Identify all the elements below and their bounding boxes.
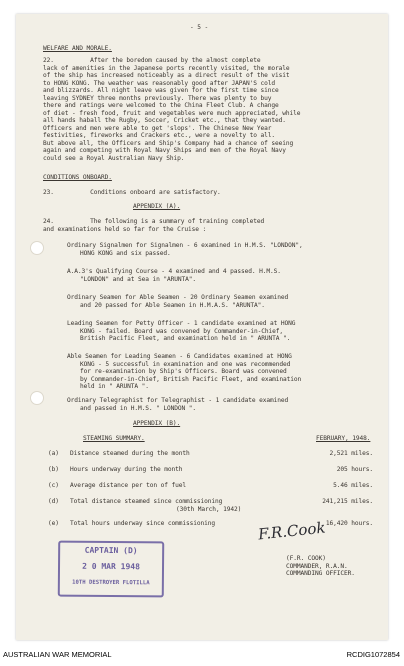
steaming-row-value: 205 hours. [336, 466, 373, 473]
paragraph-line: leaving SYDNEY three months previously. There was plenty to buy [43, 94, 272, 102]
signature: F.R.Cook [257, 518, 327, 544]
archive-footer [0, 646, 404, 666]
steaming-row-text: Total distance steamed since commissioning [70, 498, 223, 505]
received-stamp [58, 541, 164, 598]
training-item-line: Leading Seamen for Petty Officer - 1 candidate examined at HONG [67, 320, 296, 327]
training-item-line: Able Seamen for Leading Seamen - 6 Candidates examined at HONG [67, 353, 292, 360]
paragraph-line: 24. The following is a summary of training completed [43, 218, 265, 225]
steaming-row-label: (e) [48, 520, 59, 527]
paragraph-line: there and ratings were welcomed to the China Fleet Club. A change [43, 102, 279, 109]
training-item-line: KONG - 5 successful in examination and one was recommended [80, 360, 291, 368]
training-item-line: British Pacific Fleet, and examination held in " ARUNTA ". [80, 335, 291, 342]
training-item-line: "LONDON" and at Sea in "ARUNTA". [80, 275, 197, 283]
training-item-line: Ordinary Telegraphist for Telegraphist - 1 candidate examined [67, 397, 289, 404]
paragraph-line: could see a Royal Australian Navy Ship. [43, 154, 185, 162]
paragraph-line: all hands haball the Rugby, Soccer, Cricket etc., that they wanted. [43, 117, 286, 124]
stamp-line-3: 10TH DESTROYER FLOTILLA [72, 579, 150, 587]
stamp-line-1: CAPTAIN (D) [84, 545, 138, 556]
steaming-row-text: Total hours underway since commissioning [70, 520, 216, 527]
training-item-line: and 20 passed for Able Seamen in H.M.A.S. "ARUNTA". [80, 301, 265, 309]
steaming-row-text: Hours underway during the month [70, 466, 183, 473]
paragraph-line: 22. After the boredom caused by the almost complete [43, 57, 261, 64]
section-heading-conditions: CONDITIONS ONBOARD. [43, 174, 112, 181]
paragraph-line: festivities, fireworks and Crackers etc., were a novelty to all. [43, 132, 276, 139]
paragraph-line: again and competing with Royal Navy Ships and men of the Royal Navy [43, 147, 286, 154]
training-item-line: HONG KONG and six passed. [80, 249, 171, 257]
training-item-line: Ordinary Seamen for Able Seamen - 20 Ordinary Seamen examined [67, 294, 289, 301]
steaming-row-text: Distance steamed during the month [70, 450, 190, 457]
page-number: - 5 - [190, 24, 209, 31]
paragraph-line: of the ship has increased noticeably as a direct result of the visit [43, 72, 290, 79]
punch-hole [30, 241, 44, 255]
paragraph-line: Officers and men were able to get 'slops'. The Chinese New Year [43, 124, 272, 132]
steaming-row-value: 5.46 miles. [333, 482, 373, 489]
signature-block-line: COMMANDER, R.A.N. [286, 562, 348, 570]
signature-block-line: (F.R. COOK) [286, 555, 326, 562]
steaming-row-label: (a) [48, 450, 59, 457]
appendix-heading: APPENDIX (A). [133, 203, 181, 210]
steaming-row-label: (b) [48, 466, 59, 473]
training-item-line: and passed in H.M.S. " LONDON ". [80, 404, 197, 412]
steaming-row-text: Average distance per ton of fuel [70, 482, 187, 489]
steaming-row-value: 241,215 miles. [322, 498, 373, 505]
steaming-row-label: (d) [48, 498, 59, 505]
footer-id: RCDIG1072854 [346, 650, 400, 659]
steaming-row-value: 16,420 hours. [325, 520, 373, 527]
paragraph-line: to HONG KONG. The weather was reasonably good after JAPAN'S cold [43, 79, 276, 87]
paragraph-line: 23. Conditions onboard are satisfactory. [43, 189, 221, 196]
steaming-row-label: (c) [48, 482, 59, 489]
training-item-line: held in " ARUNTA ". [80, 383, 149, 390]
steaming-row-value: 2,521 miles. [329, 450, 373, 457]
signature-block-line: COMMANDING OFFICER. [286, 570, 355, 577]
training-item-line: for re-examination by Ship's Officers. Board was convened [80, 368, 287, 375]
stamp-date: 2 0 MAR 1948 [82, 561, 140, 572]
paragraph-line: and examinations held so far for the Cruise : [43, 225, 207, 233]
appendix-heading: APPENDIX (B). [133, 420, 181, 427]
steaming-row-text: (30th March, 1942) [176, 506, 242, 513]
training-item-line: by Commander-in-Chief, British Pacific Fleet, and examination [80, 375, 302, 383]
paragraph-line: But above all, the Officers and Ship's Company had a chance of seeing [43, 139, 294, 147]
training-item-line: Ordinary Signalmen for Signalmen - 6 examined in H.M.S. "LONDON", [67, 242, 303, 249]
paragraph-line: of diet - fresh food, fruit and vegetables were much appreciated, while [43, 109, 301, 117]
steaming-heading: STEAMING SUMMARY. [83, 435, 145, 442]
paragraph-line: lack of amenities in the Japanese ports recently visited, the morale [43, 64, 290, 72]
training-item-line: A.A.3's Qualifying Course - 4 examined and 4 passed. H.M.S. [67, 268, 281, 275]
footer-source: AUSTRALIAN WAR MEMORIAL [3, 650, 112, 659]
paragraph-line: and blizzards. All night leave was given for the first time since [43, 87, 279, 94]
steaming-month: FEBRUARY, 1948. [316, 435, 371, 442]
training-item-line: KONG - failed. Board was convened by Commander-in-Chief, [80, 327, 284, 335]
punch-hole [30, 391, 44, 405]
section-heading-welfare: WELFARE AND MORALE. [43, 45, 112, 52]
